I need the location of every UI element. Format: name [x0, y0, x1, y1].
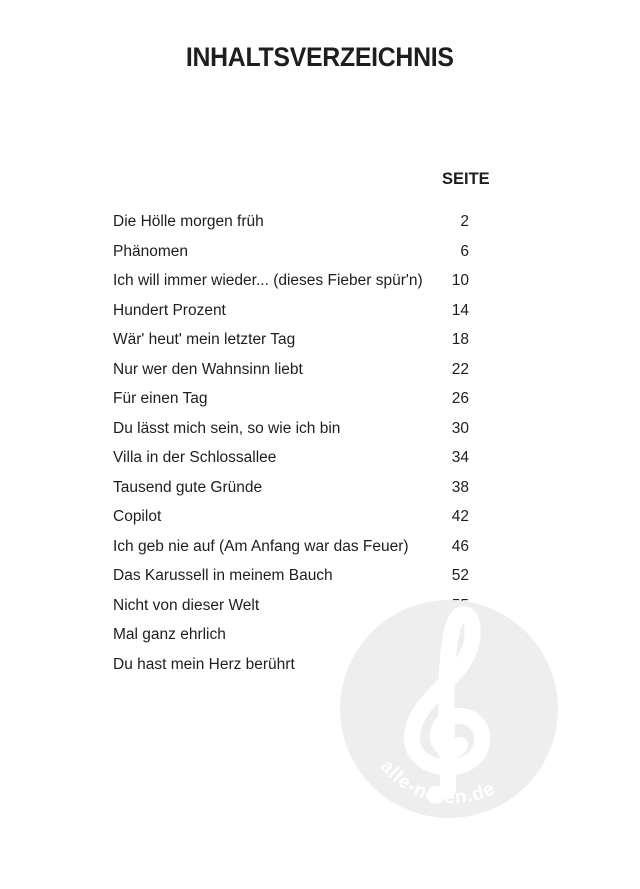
- toc-entry: [0, 241, 640, 271]
- toc-entry-page-number: 38: [451, 478, 469, 496]
- page-column-header: SEITE: [442, 170, 490, 188]
- toc-entry-title: Ich geb nie auf (Am Anfang war das Feuer): [113, 537, 409, 555]
- toc-entry-page-number: 42: [451, 508, 469, 525]
- toc-entry: [0, 447, 640, 477]
- toc-entry: [0, 536, 640, 566]
- toc-entry: [0, 270, 640, 300]
- toc-entry: [0, 418, 640, 448]
- toc-entry-title: Hundert Prozent: [113, 301, 226, 319]
- toc-entry: [0, 359, 640, 389]
- toc-entry-page-number: 2: [460, 213, 469, 230]
- toc-entry-page-number: 10: [451, 272, 469, 289]
- toc-entry-page-number: 26: [451, 390, 469, 407]
- toc-entry-title: Das Karussell in meinem Bauch: [113, 567, 333, 584]
- toc-entry-title: Du lässt mich sein, so wie ich bin: [113, 419, 341, 437]
- toc-entry: [0, 211, 640, 241]
- toc-entry-title: Tausend gute Gründe: [113, 478, 263, 496]
- page-title: INHALTSVERZEICHNIS: [185, 42, 454, 72]
- toc-entry: [0, 477, 640, 507]
- watermark-logo: [340, 600, 558, 818]
- toc-entry-page-number: 22: [451, 360, 469, 378]
- toc-entry: [0, 329, 640, 359]
- toc-entry-page-number: 30: [451, 419, 469, 437]
- toc-entry-title: Villa in der Schlossallee: [113, 449, 277, 466]
- toc-entry-title: Nur wer den Wahnsinn liebt: [113, 360, 303, 378]
- toc-entry-title: Die Hölle morgen früh: [113, 213, 264, 230]
- toc-entry: [0, 565, 640, 595]
- toc-entry-title: Nicht von dieser Welt: [113, 596, 260, 614]
- toc-entry: [0, 388, 640, 418]
- toc-entry-page-number: 6: [460, 242, 469, 260]
- toc-entry-title: Ich will immer wieder... (dieses Fieber spür'n): [113, 272, 423, 289]
- toc-entry: [0, 506, 640, 536]
- toc-entry: [0, 300, 640, 330]
- toc-entry-page-number: 18: [451, 331, 469, 348]
- toc-entry-title: Wär' heut' mein letzter Tag: [113, 331, 296, 348]
- toc-entry-title: Mal ganz ehrlich: [113, 626, 226, 643]
- toc-entry-page-number: 46: [451, 537, 469, 555]
- toc-entry-page-number: 34: [451, 449, 469, 466]
- watermark-text: alle-noten.de: [375, 756, 499, 809]
- toc-entry-title: Phänomen: [113, 242, 188, 260]
- toc-entry-title: Du hast mein Herz berührt: [113, 655, 295, 673]
- toc-entry-title: Für einen Tag: [113, 390, 208, 407]
- toc-entry-page-number: 52: [451, 567, 469, 584]
- toc-entry-title: Copilot: [113, 508, 162, 525]
- toc-entry-page-number: 14: [451, 301, 469, 319]
